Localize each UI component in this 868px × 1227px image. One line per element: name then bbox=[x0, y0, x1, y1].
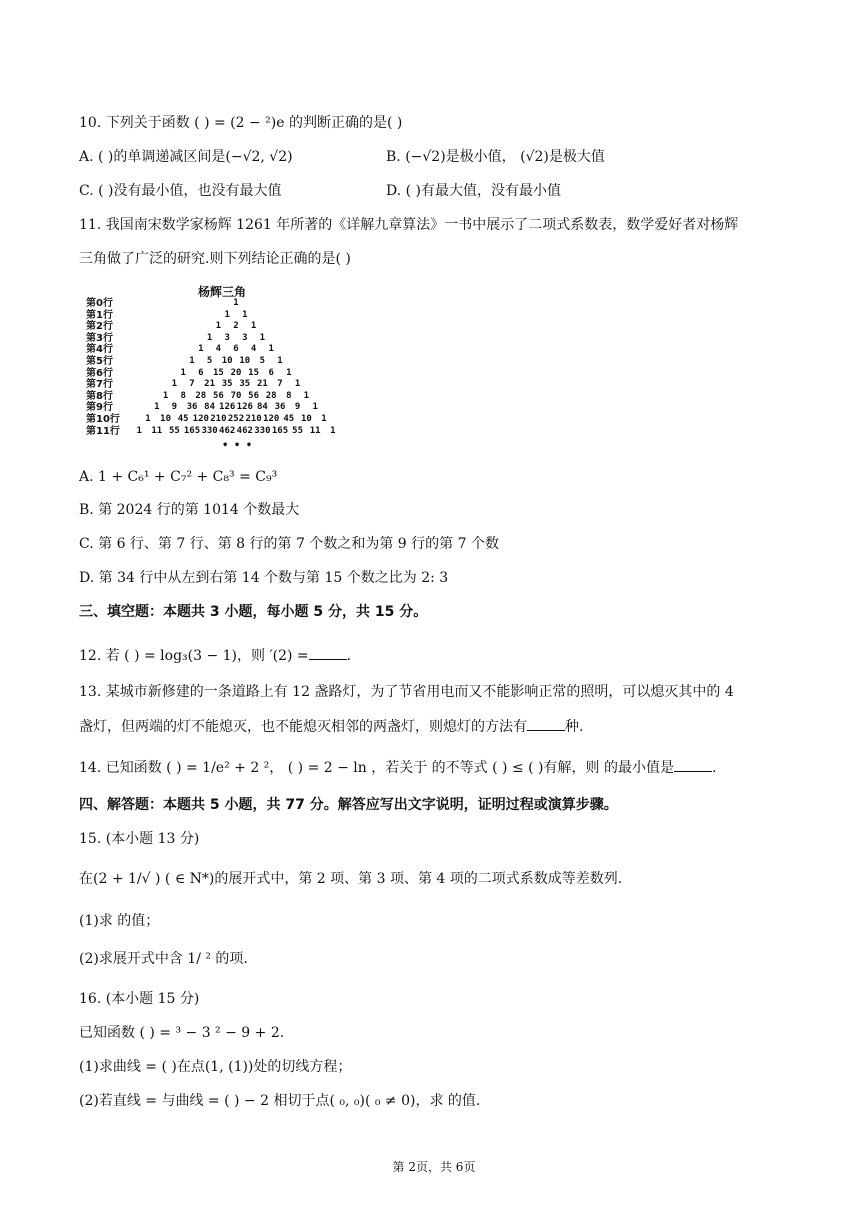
yanghui-number: 5 bbox=[259, 356, 266, 366]
yanghui-number: 210 bbox=[245, 414, 262, 424]
section-answer-heading: 四、解答题：本题共 5 小题，共 77 分。解答应写出文字说明，证明过程或演算步骤。 bbox=[79, 797, 618, 813]
yanghui-row-label: 第2行 bbox=[86, 321, 113, 333]
yanghui-number: 28 bbox=[265, 390, 277, 401]
yanghui-number: 1 bbox=[268, 344, 274, 355]
yanghui-number: 5 bbox=[206, 356, 213, 366]
yanghui-number: 1 bbox=[162, 390, 169, 401]
yanghui-number: 1 bbox=[330, 425, 336, 436]
page-footer: 第 2页，共 6页 bbox=[392, 1160, 476, 1174]
q14 bbox=[79, 757, 716, 778]
yanghui-row-label: 第6行 bbox=[86, 367, 113, 379]
yanghui-number: 20 bbox=[230, 367, 242, 378]
yanghui-number: 165 bbox=[271, 425, 289, 436]
yanghui-number: 35 bbox=[239, 379, 251, 390]
q10-option-a: A. ( )的单调递减区间是(−√2, √2) bbox=[79, 149, 293, 165]
q10-option-d: D. ( )有最大值，没有最小值 bbox=[386, 183, 561, 199]
yanghui-number: 1 bbox=[321, 414, 327, 424]
q10-option-b: B. (−√2)是极小值， (√2)是极大值 bbox=[386, 149, 605, 165]
yanghui-number: 7 bbox=[277, 379, 283, 390]
yanghui-number: 1 bbox=[303, 390, 310, 401]
yanghui-number: 6 bbox=[233, 344, 239, 355]
yanghui-number: 36 bbox=[274, 402, 286, 413]
yanghui-number: 56 bbox=[248, 390, 260, 401]
yanghui-number: 84 bbox=[256, 402, 268, 413]
q11-option-d: D. 第 34 行中从左到右第 14 个数与第 15 个数之比为 2: 3 bbox=[79, 570, 449, 586]
q16-part2: (2)若直线 = 与曲线 = ( ) − 2 相切于点( ₀, ₀)( ₀ ≠ 0)，求 的值. bbox=[79, 1093, 481, 1109]
yanghui-row-label: 第11行 bbox=[86, 425, 120, 437]
q11-option-b: B. 第 2024 行的第 1014 个数最大 bbox=[79, 502, 300, 518]
q11-option-a: A. 1 + C₆¹ + C₇² + C₈³ = C₉³ bbox=[79, 469, 278, 485]
yanghui-number: 10 bbox=[221, 356, 233, 366]
q11-stem-line2: 三角做了广泛的研究.则下列结论正确的是( ) bbox=[79, 251, 351, 267]
q16-heading: 16. (本小题 15 分) bbox=[79, 991, 200, 1007]
yanghui-number: 1 bbox=[206, 332, 213, 343]
q14-text: 14. 已知函数 ( ) = 1/e² + 2 ²， ( ) = 2 − ln ，若关于 的不等式 ( ) ≤ ( )有解，则 的最小值是 bbox=[79, 760, 674, 776]
yanghui-number: 1 bbox=[259, 332, 266, 343]
yanghui-number: 1 bbox=[198, 344, 204, 355]
q13-end: 种. bbox=[565, 719, 584, 735]
yanghui-number: 15 bbox=[212, 367, 224, 378]
q16-part1: (1)求曲线 = ( )在点(1, (1))处的切线方程； bbox=[79, 1059, 352, 1075]
yanghui-number: 21 bbox=[204, 379, 216, 390]
yanghui-number: 330 bbox=[254, 425, 271, 436]
yanghui-number: 56 bbox=[212, 390, 224, 401]
q15-part2: (2)求展开式中含 1/ ² 的项. bbox=[79, 951, 248, 967]
yanghui-number: 126 bbox=[219, 402, 236, 413]
yanghui-number: 15 bbox=[248, 367, 260, 378]
yanghui-number: 1 bbox=[215, 321, 222, 332]
yanghui-number: 1 bbox=[171, 379, 178, 390]
yanghui-row-label: 第10行 bbox=[86, 414, 120, 425]
yanghui-number: 10 bbox=[300, 414, 312, 424]
yanghui-number: 120 bbox=[263, 414, 280, 424]
yanghui-number: 6 bbox=[268, 367, 274, 378]
yanghui-number: 462 bbox=[236, 425, 253, 436]
yanghui-number: 126 bbox=[236, 402, 253, 413]
q11-option-c: C. 第 6 行、第 7 行、第 8 行的第 7 个数之和为第 9 行的第 7 个数 bbox=[79, 536, 499, 552]
yanghui-number: 1 bbox=[154, 402, 160, 413]
yanghui-number: 45 bbox=[177, 414, 189, 424]
section-fill-in-heading: 三、填空题：本题共 3 小题，每小题 5 分，共 15 分。 bbox=[79, 604, 428, 620]
yanghui-number: 1 bbox=[224, 309, 230, 320]
yanghui-number: 1 bbox=[136, 425, 142, 436]
yanghui-row-label: 第1行 bbox=[86, 309, 113, 321]
yanghui-triangle-title: 杨辉三角 bbox=[198, 285, 247, 299]
q10-stem: 10. 下列关于函数 ( ) = (2 − ²)e 的判断正确的是( ) bbox=[79, 115, 403, 131]
q16-stem: 已知函数 ( ) = ³ − 3 ² − 9 + 2. bbox=[79, 1025, 285, 1041]
yanghui-number: 330 bbox=[201, 425, 218, 436]
yanghui-number: 1 bbox=[250, 321, 257, 332]
q14-end: . bbox=[711, 760, 717, 776]
yanghui-number: 1 bbox=[189, 356, 195, 366]
yanghui-number: 210 bbox=[210, 414, 227, 424]
yanghui-row-label: 第7行 bbox=[86, 379, 113, 391]
yanghui-number: 55 bbox=[168, 425, 180, 436]
yanghui-number: 165 bbox=[183, 425, 201, 436]
q13-text: 盏灯，但两端的灯不能熄灭，也不能熄灭相邻的两盏灯，则熄灯的方法有 bbox=[79, 719, 527, 735]
yanghui-number: 21 bbox=[256, 379, 268, 390]
yanghui-row-label: 第9行 bbox=[86, 402, 113, 414]
yanghui-number: 10 bbox=[239, 356, 251, 366]
yanghui-number: 70 bbox=[230, 390, 242, 401]
yanghui-row-label: 第5行 bbox=[86, 356, 113, 367]
yanghui-number: 45 bbox=[283, 414, 295, 424]
q13-line2 bbox=[79, 716, 583, 737]
yanghui-number: 9 bbox=[294, 402, 301, 413]
yanghui-triangle-ellipsis: • • • bbox=[222, 440, 254, 451]
q14-answer-blank bbox=[674, 757, 712, 772]
q13-answer-blank bbox=[527, 716, 565, 731]
q12-end: . bbox=[346, 648, 352, 664]
yanghui-triangle-figure bbox=[86, 283, 336, 453]
yanghui-number: 1 bbox=[242, 309, 248, 320]
yanghui-number: 6 bbox=[198, 367, 204, 378]
yanghui-number: 4 bbox=[250, 344, 257, 355]
yanghui-number: 120 bbox=[192, 414, 209, 424]
yanghui-number: 11 bbox=[151, 425, 163, 436]
q15-heading: 15. (本小题 13 分) bbox=[79, 831, 200, 847]
yanghui-number: 84 bbox=[204, 402, 216, 413]
yanghui-number: 11 bbox=[309, 425, 321, 436]
q10-option-c: C. ( )没有最小值，也没有最大值 bbox=[79, 183, 282, 199]
yanghui-number: 1 bbox=[233, 298, 239, 308]
q15-part1: (1)求 的值； bbox=[79, 913, 160, 929]
yanghui-number: 8 bbox=[286, 390, 292, 401]
q15-stem: 在(2 + 1/√ ) ( ∈ N*)的展开式中，第 2 项、第 3 项、第 4 项的二项式系数成等差数列. bbox=[79, 871, 623, 887]
yanghui-number: 1 bbox=[277, 356, 283, 366]
yanghui-number: 10 bbox=[160, 414, 172, 424]
yanghui-number: 2 bbox=[233, 321, 239, 332]
yanghui-number: 1 bbox=[180, 367, 186, 378]
yanghui-number: 1 bbox=[294, 379, 301, 390]
q12 bbox=[79, 645, 351, 666]
q13-line1: 13. 某城市新修建的一条道路上有 12 盏路灯，为了节省用电而又不能影响正常的照明，可以熄灭其中的 4 bbox=[79, 684, 734, 700]
yanghui-number: 252 bbox=[227, 414, 245, 424]
yanghui-number: 28 bbox=[195, 390, 207, 401]
q11-stem-line1: 11. 我国南宋数学家杨辉 1261 年所著的《详解九章算法》一书中展示了二项式系数表，数学爱好者对杨辉 bbox=[79, 217, 739, 233]
yanghui-number: 4 bbox=[215, 344, 222, 355]
q12-answer-blank bbox=[309, 645, 347, 660]
q12-text: 12. 若 ( ) = log₃(3 − 1)，则 ′(2) = bbox=[79, 648, 309, 664]
yanghui-number: 7 bbox=[189, 379, 195, 390]
yanghui-row-label: 第0行 bbox=[86, 298, 113, 309]
yanghui-number: 462 bbox=[219, 425, 236, 436]
yanghui-number: 8 bbox=[180, 390, 186, 401]
yanghui-number: 3 bbox=[224, 332, 230, 343]
yanghui-number: 1 bbox=[312, 402, 318, 413]
yanghui-row-label: 第4行 bbox=[86, 344, 113, 356]
yanghui-number: 3 bbox=[242, 332, 248, 343]
yanghui-number: 9 bbox=[171, 402, 178, 413]
yanghui-number: 55 bbox=[292, 425, 304, 436]
yanghui-number: 35 bbox=[221, 379, 233, 390]
yanghui-number: 1 bbox=[145, 414, 151, 424]
yanghui-number: 36 bbox=[186, 402, 198, 413]
yanghui-row-label: 第8行 bbox=[86, 390, 113, 402]
yanghui-number: 1 bbox=[286, 367, 292, 378]
yanghui-row-label: 第3行 bbox=[86, 332, 113, 344]
